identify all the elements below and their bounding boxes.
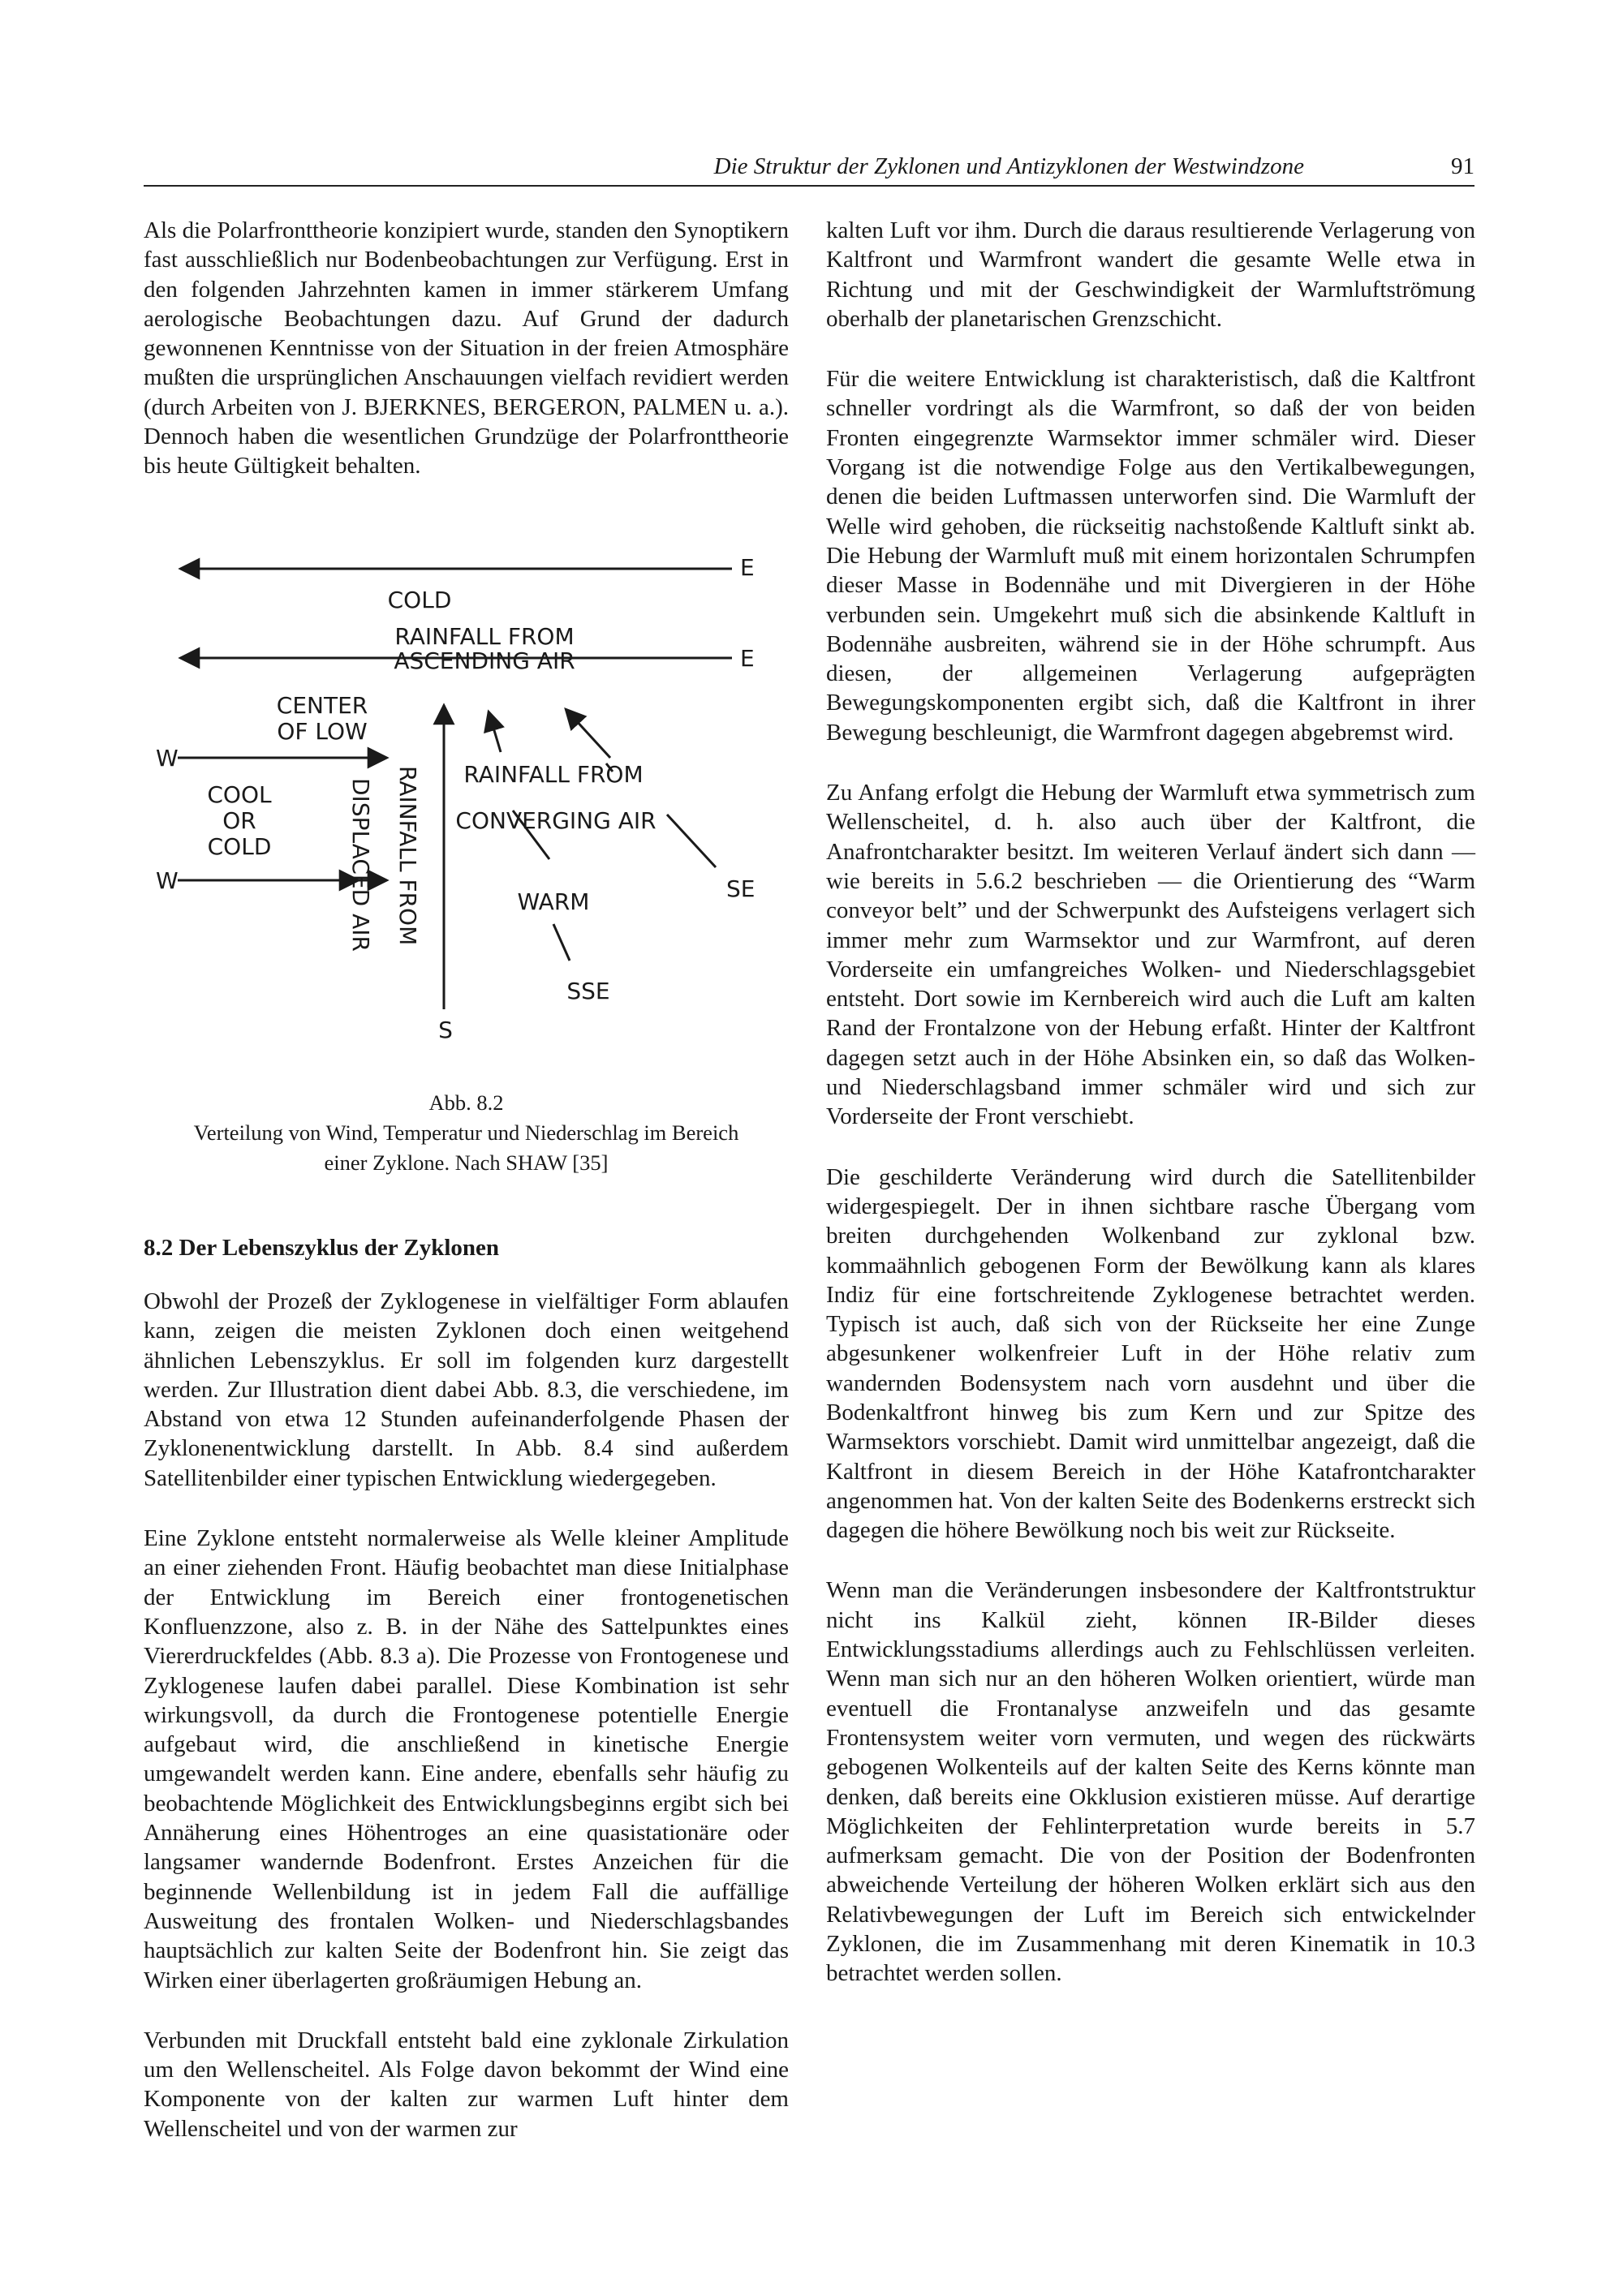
flow-line-sse — [553, 924, 570, 961]
label-e-mid: E — [740, 644, 755, 672]
label-converging-air: CONVERGING AIR — [455, 806, 657, 834]
label-cold: COLD — [387, 586, 452, 613]
label-warm: WARM — [517, 888, 590, 915]
cyclone-diagram — [144, 535, 789, 1086]
arrow-converging-2 — [566, 709, 610, 758]
paragraph: Wenn man die Veränderungen insbesondere der Kaltfrontstruktur nicht ins Kalkül zieht, können IR-Bilder dieses Entwicklungsstadiums allerdings auch zu Fehlschlüssen verleiten. Wenn man sich nur an den höheren Wolken orientiert, würde man eventuell die Frontanalyse anzweifeln und das gesamte Frontensystem weiter vorn vermuten, und wegen des rückwärts gebogenen Wolkenteils auf der kalten Seite des Kerns könnte man denken, daß bereits eine Okklusion existieren müsse. Auf derartige Möglichkeiten der Fehlinterpretation wurde bereits in 5.7 aufmerksam gemacht. Die von der Position der Bodenfronten abweichende Verteilung der höheren Wolken erklärt sich aus den Relativbewegungen der Luft im Bereich sich entwickelnder Zyklonen, die im Zusammenhang mit deren Kinematik in 10.3 betrachtet werden sollen. — [826, 1577, 1475, 1987]
label-w-bottom: W — [156, 866, 179, 894]
label-cold-small: COLD — [207, 832, 272, 860]
left-column — [144, 216, 789, 2143]
paragraph: Die geschilderte Veränderung wird durch die Satellitenbilder widergespiegelt. Der in ihnen sichtbare rasche Übergang vom breiten durchgehenden Wolkenband zur zyklonal bzw. kommaähnlich gebogenen Form der Bewölkung kann als klares Indiz für eine fortschreitende Zyklogenese betrachtet werden. Typisch ist auch, daß sich von der Rückseite her eine Zunge abgesunkener wolkenfreier Luft in der Höhe relativ zum wandernden Bodensystem nach vorn ausdehnt und über die Bodenkaltfront hinweg bis zum Kern und zur Spitze des Warmsektors vorschiebt. Damit wird unmittelbar angezeigt, daß die Kaltfront in diesem Bereich in der Höhe Katafrontcharakter angenommen hat. Von der kalten Seite des Bodenkerns erstreckt sich dagegen die höhere Bewölkung noch bis weit zur Rückseite. — [826, 1163, 1475, 1544]
figure-caption-line-1: Verteilung von Wind, Temperatur und Niederschlag im Bereich — [193, 1120, 739, 1145]
running-title: Die Struktur der Zyklonen und Antizyklonen der Westwindzone — [713, 153, 1304, 179]
label-s: S — [438, 1016, 453, 1043]
label-displaced-air: DISPLACED AIR — [347, 777, 374, 952]
paragraph: Für die weitere Entwicklung ist charakteristisch, daß die Kaltfront schneller vordringt als die Warmfront, so daß der von beiden Fronten eingegrenzte Warmsektor immer schmäler wird. Dieser Vorgang ist die notwendige Folge aus den Vertikalbewegungen, denen die beiden Luftmassen unterworfen sind. Die Warmluft der Welle wird gehoben, die rückseitig nachstoßende Kaltluft sinkt ab. Die Hebung der Warmluft muß mit einem horizontalen Schrumpfen dieser Masse in Bodennähe und mit Divergieren in der Höhe verbunden sein. Umgekehrt muß sich die absinkende Kaltluft in Bodennähe ausbreiten, während sie in der Höhe schrumpft. Aus diesen, der allgemeinen Verlagerung aufgeprägten Bewegungskomponenten ergibt sich, daß die Kaltfront in ihrer Bewegung beschleunigt, die Warmfront dagegen abgebremst wird. — [826, 366, 1475, 746]
label-or: OR — [222, 806, 256, 834]
label-sse: SSE — [566, 977, 610, 1004]
paragraph: Verbunden mit Druckfall entsteht bald eine zyklonale Zirkulation um den Wellenscheitel. Als Folge davon bekommt der Wind eine Komponente von der kalten zur warmen Luft hinter dem Wellenscheitel und von der warmen zur — [144, 2027, 789, 2142]
label-center: CENTER — [276, 691, 368, 719]
label-rainfall-from-ascending: RAINFALL FROM — [394, 622, 575, 650]
label-of-low: OF LOW — [277, 717, 368, 745]
page-number: 91 — [1451, 153, 1474, 179]
figure-caption-line-2: einer Zyklone. Nach SHAW [35] — [324, 1150, 609, 1175]
label-e-top: E — [740, 553, 755, 581]
label-ascending-air: ASCENDING AIR — [394, 647, 575, 674]
section-heading: 8.2 Der Lebenszyklus der Zyklonen — [144, 1234, 500, 1261]
label-w-top: W — [156, 744, 179, 772]
paragraph: Eine Zyklone entsteht normalerweise als Welle kleiner Amplitude an einer ziehenden Front. Häufig beobachtet man diese Initialphase der Entwicklung im Bereich einer frontogenetischen Konfluenzzone, also z. B. in der Nähe des Sattelpunktes eines Viererdruckfeldes (Abb. 8.3 a). Die Prozesse von Frontogenese und Zyklogenese laufen dabei parallel. Diese Kombination ist sehr wirkungsvoll, da durch die Frontogenese potentielle Energie aufgebaut wird, die anschließend in kinetische Energie umgewandelt werden kann. Eine andere, ebenfalls sehr häufig zu beobachtende Möglichkeit des Entwicklungsbeginns ergibt sich bei Annäherung eines Höhentroges an eine quasistationäre oder langsamer wandernde Bodenfront. Erstes Anzeichen für die beginnende Wellenbildung ist in jedem Fall die auffällige Ausweitung des frontalen Wolken- und Niederschlagsbandes hauptsächlich zur kalten Seite der Bodenfront hin. Sie zeigt das Wirken einer überlagerten großräumigen Hebung an. — [144, 1525, 789, 1993]
paragraph: Obwohl der Prozeß der Zyklogenese in vielfältiger Form ablaufen kann, zeigen die meisten Zyklonen doch einen weitgehend ähnlichen Lebenszyklus. Er soll im folgenden kurz dargestellt werden. Zur Illustration dient dabei Abb. 8.3, die verschiedene, im Abstand von etwa 12 Stunden aufeinanderfolgende Phasen der Zyklonenentwicklung darstellt. In Abb. 8.4 sind außerdem Satellitenbilder einer typischen Entwicklung wiedergegeben. — [144, 1288, 789, 1491]
right-column — [826, 216, 1475, 1989]
arrow-converging-1 — [489, 712, 501, 752]
paragraph: kalten Luft vor ihm. Durch die daraus resultierende Verlagerung von Kaltfront und Warmfront wandert die gesamte Welle etwa in Richtung und mit der Geschwindigkeit der Warmluftströmung oberhalb der planetarischen Grenzschicht. — [826, 217, 1475, 332]
flow-line-se — [667, 815, 716, 867]
header-rule — [144, 185, 1474, 187]
running-header — [144, 150, 1474, 186]
paragraph: Zu Anfang erfolgt die Hebung der Warmluft etwa symmetrisch zum Wellenscheitel, d. h. also auch über der Kaltfront, die Anafrontcharakter besitzt. Im weiteren Verlauf ändert sich dann — wie bereits in 5.6.2 beschrieben — die Orientierung des “Warm conveyor belt” und der Schwerpunkt des Aufsteigens verlagert sich immer mehr zum Warmsektor und zur Warmfront, auf deren Vorderseite ein umfangreiches Wolken- und Niederschlagsgebiet entsteht. Dort sowie im Kernbereich wird auch die Luft am kalten Rand der Frontalzone von der Hebung erfaßt. Hinter der Kaltfront dagegen setzt auch in der Höhe Absinken ein, so daß das Wolken- und Niederschlagsband immer schmäler wird und sich zur Vorderseite der Front verschiebt. — [826, 780, 1475, 1130]
figure-8-2 — [144, 535, 789, 1176]
figure-number: Abb. 8.2 — [428, 1090, 504, 1115]
label-cool: COOL — [207, 780, 272, 808]
label-se: SE — [726, 875, 756, 902]
label-rainfall-from-vertical: RAINFALL FROM — [394, 765, 421, 945]
paragraph: Als die Polarfronttheorie konzipiert wurde, standen den Synoptikern fast ausschließlich nur Bodenbeobachtungen zur Verfügung. Erst in den folgenden Jahrzehnten kamen in immer stärkerem Umfang aerologische Beobachtungen dazu. Auf Grund der dadurch gewonnenen Kenntnisse von der Situation in der freien Atmosphäre mußten die ursprünglichen Anschauungen vielfach revidiert werden (durch Arbeiten von J. BJERKNES, BERGERON, PALMEN u. a.). Dennoch haben die wesentlichen Grundzüge der Polarfronttheorie bis heute Gültigkeit behalten. — [144, 217, 789, 479]
label-rainfall-from-converging: RAINFALL FROM — [463, 760, 644, 788]
